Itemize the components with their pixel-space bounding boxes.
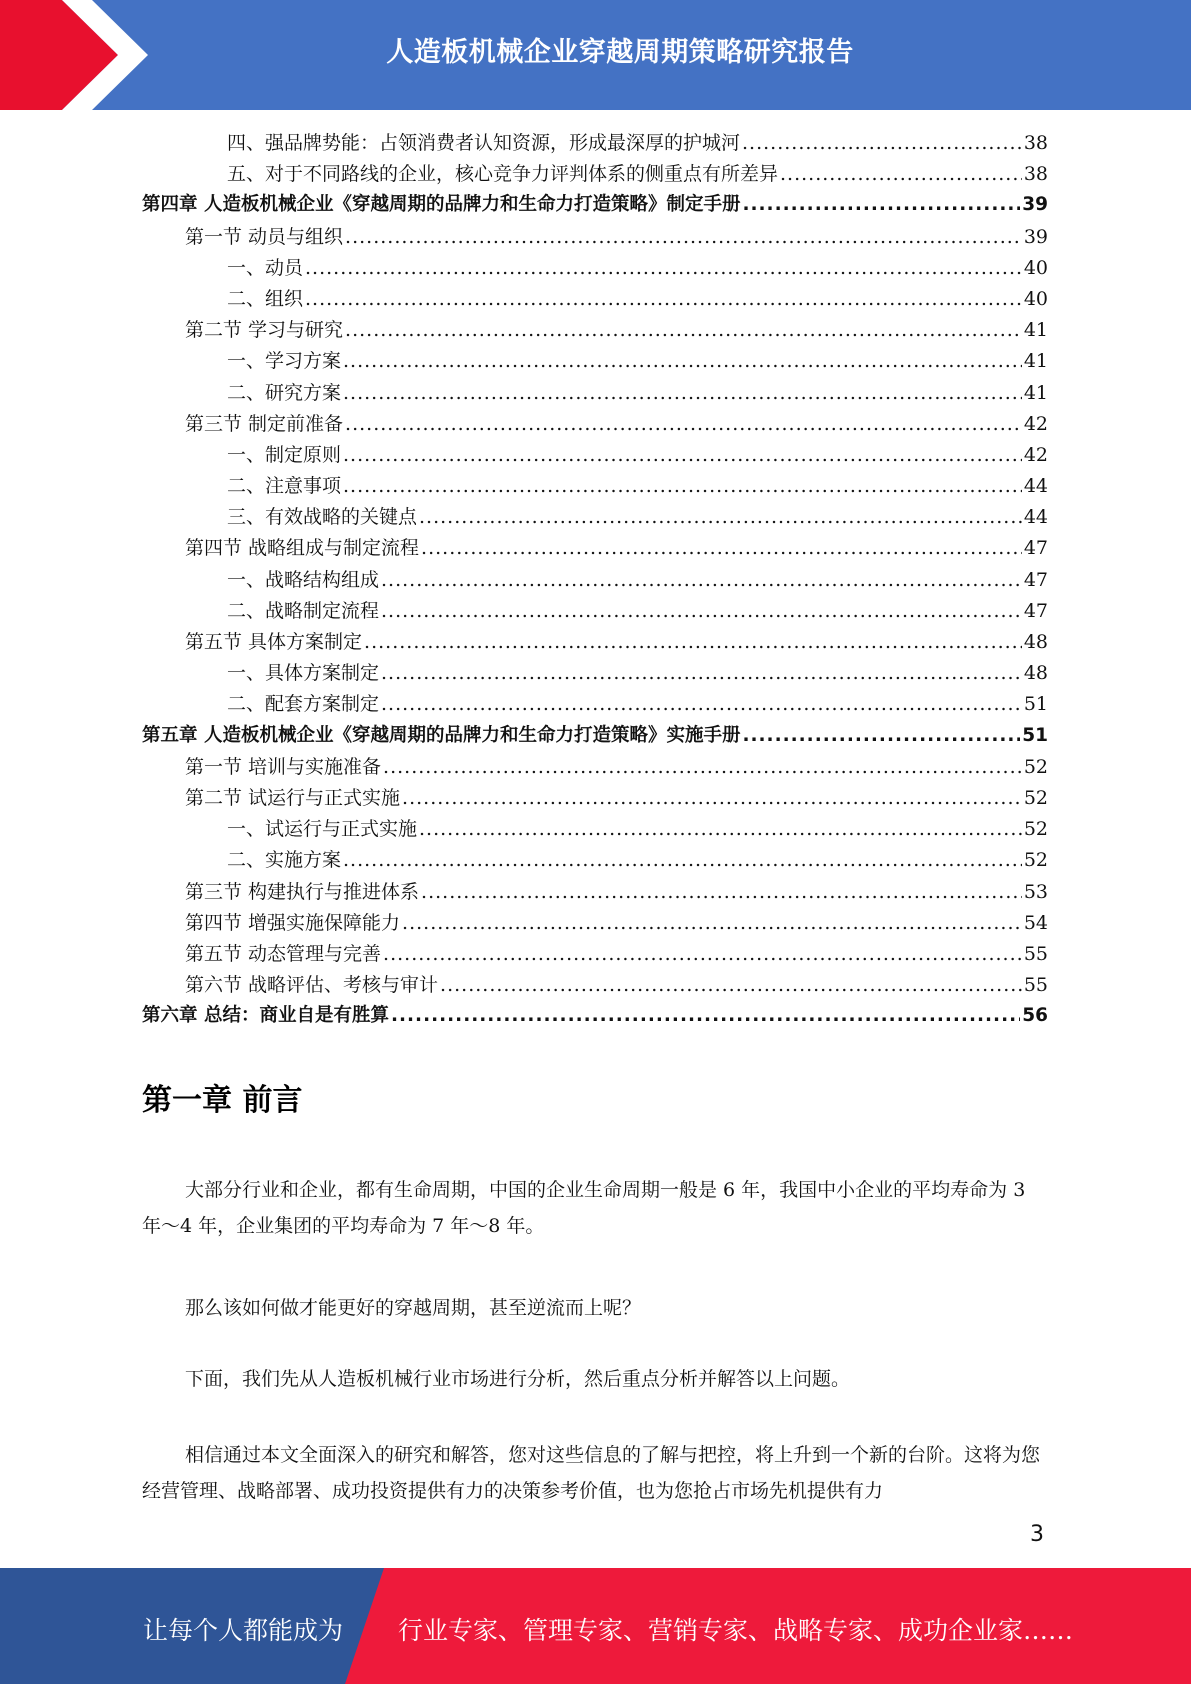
toc-entry-title: 四、强品牌势能：占领消费者认知资源，形成最深厚的护城河 bbox=[227, 132, 741, 154]
toc-leader-dots bbox=[381, 600, 1022, 622]
toc-entry-page: 41 bbox=[1023, 319, 1048, 342]
toc-entry[interactable] bbox=[142, 253, 1048, 284]
toc-leader-dots bbox=[402, 912, 1022, 934]
footer-banner bbox=[0, 1568, 1191, 1684]
toc-entry-page: 44 bbox=[1023, 475, 1048, 498]
toc-entry-title: 一、试运行与正式实施 bbox=[227, 818, 418, 841]
chapter-heading: 第一章 前言 bbox=[142, 1083, 303, 1118]
toc-entry[interactable] bbox=[142, 1001, 1048, 1032]
toc-entry-page: 47 bbox=[1023, 537, 1048, 560]
toc-entry[interactable] bbox=[142, 471, 1048, 502]
toc-entry[interactable] bbox=[142, 346, 1048, 377]
report-title: 人造板机械企业穿越周期策略研究报告 bbox=[386, 37, 854, 68]
toc-leader-dots bbox=[364, 631, 1022, 653]
toc-entry[interactable] bbox=[142, 128, 1048, 159]
toc-entry[interactable] bbox=[142, 502, 1048, 533]
toc-leader-dots bbox=[421, 537, 1022, 559]
table-of-contents bbox=[142, 128, 1048, 1032]
toc-entry-title: 三、有效战略的关键点 bbox=[227, 506, 418, 529]
toc-entry-title: 第四节 战略组成与制定流程 bbox=[185, 537, 420, 560]
toc-entry[interactable] bbox=[142, 409, 1048, 440]
toc-entry[interactable] bbox=[142, 596, 1048, 627]
toc-leader-dots bbox=[343, 382, 1022, 404]
toc-entry-title: 第二节 学习与研究 bbox=[185, 319, 344, 342]
toc-entry-title: 第五节 动态管理与完善 bbox=[185, 942, 382, 965]
toc-entry[interactable] bbox=[142, 440, 1048, 471]
toc-entry-title: 第三节 制定前准备 bbox=[185, 412, 344, 435]
toc-entry-page: 48 bbox=[1023, 631, 1048, 653]
toc-entry-page: 51 bbox=[1023, 693, 1048, 716]
toc-entry-title: 二、实施方案 bbox=[227, 849, 342, 872]
paragraph-1: 大部分行业和企业，都有生命周期，中国的企业生命周期一般是 6 年，我国中小企业的平均寿命为 3 年～4 年，企业集团的平均寿命为 7 年～8 年。 bbox=[142, 1179, 1026, 1237]
toc-leader-dots bbox=[305, 257, 1022, 279]
toc-entry-title: 第四节 增强实施保障能力 bbox=[185, 911, 401, 934]
toc-entry-page: 42 bbox=[1023, 443, 1048, 466]
toc-entry-title: 第五节 具体方案制定 bbox=[185, 631, 363, 653]
toc-leader-dots bbox=[345, 413, 1022, 435]
toc-leader-dots bbox=[305, 288, 1022, 310]
toc-entry[interactable] bbox=[142, 689, 1048, 720]
toc-entry[interactable] bbox=[142, 908, 1048, 939]
toc-entry-title: 一、学习方案 bbox=[227, 350, 342, 373]
header-banner bbox=[0, 0, 1191, 110]
toc-entry-title: 一、动员 bbox=[227, 256, 304, 279]
toc-entry-title: 二、研究方案 bbox=[227, 381, 342, 404]
toc-leader-dots bbox=[742, 725, 1020, 746]
toc-entry-page: 52 bbox=[1023, 818, 1048, 841]
toc-leader-dots bbox=[742, 132, 1022, 154]
toc-entry-page: 39 bbox=[1023, 225, 1048, 248]
toc-entry[interactable] bbox=[142, 658, 1048, 689]
toc-entry-page: 38 bbox=[1023, 132, 1048, 154]
toc-entry-page: 55 bbox=[1023, 942, 1048, 965]
toc-entry-page: 48 bbox=[1023, 662, 1048, 685]
toc-leader-dots bbox=[343, 444, 1022, 466]
toc-entry-title: 一、制定原则 bbox=[227, 443, 342, 466]
toc-entry[interactable] bbox=[142, 565, 1048, 596]
toc-entry-title: 五、对于不同路线的企业，核心竞争力评判体系的侧重点有所差异 bbox=[227, 163, 779, 186]
toc-entry[interactable] bbox=[142, 845, 1048, 876]
toc-leader-dots bbox=[343, 849, 1022, 871]
toc-entry[interactable] bbox=[142, 378, 1048, 409]
toc-leader-dots bbox=[419, 506, 1022, 528]
toc-entry-page: 47 bbox=[1023, 599, 1048, 622]
toc-leader-dots bbox=[381, 693, 1022, 715]
toc-entry[interactable] bbox=[142, 533, 1048, 564]
footer-slogan-left: 让每个人都能成为 bbox=[143, 1616, 344, 1645]
toc-entry[interactable] bbox=[142, 721, 1048, 752]
toc-entry-page: 41 bbox=[1023, 350, 1048, 373]
toc-entry-page: 52 bbox=[1023, 849, 1048, 872]
page-number: 3 bbox=[1030, 1522, 1044, 1547]
toc-leader-dots bbox=[343, 475, 1022, 497]
toc-entry[interactable] bbox=[142, 939, 1048, 970]
toc-entry-title: 第五章 人造板机械企业《穿越周期的品牌力和生命力打造策略》实施手册 bbox=[142, 724, 741, 746]
toc-entry-title: 第四章 人造板机械企业《穿越周期的品牌力和生命力打造策略》制定手册 bbox=[142, 194, 741, 216]
toc-entry[interactable] bbox=[142, 222, 1048, 253]
toc-entry[interactable] bbox=[142, 783, 1048, 814]
toc-entry[interactable] bbox=[142, 190, 1048, 221]
toc-entry-page: 52 bbox=[1023, 786, 1048, 809]
toc-leader-dots bbox=[381, 569, 1022, 591]
toc-leader-dots bbox=[381, 662, 1022, 684]
footer-slogan-right: 行业专家、管理专家、营销专家、战略专家、成功企业家…… bbox=[398, 1616, 1074, 1645]
toc-entry-title: 二、注意事项 bbox=[227, 475, 342, 498]
toc-entry-page: 39 bbox=[1022, 194, 1048, 216]
toc-leader-dots bbox=[383, 943, 1022, 965]
toc-entry-page: 41 bbox=[1023, 381, 1048, 404]
toc-entry-page: 44 bbox=[1023, 506, 1048, 529]
toc-leader-dots bbox=[383, 756, 1022, 778]
toc-leader-dots bbox=[343, 350, 1022, 372]
toc-entry-title: 一、具体方案制定 bbox=[227, 662, 380, 685]
toc-entry-page: 52 bbox=[1023, 755, 1048, 778]
toc-entry[interactable] bbox=[142, 627, 1048, 658]
toc-entry-title: 一、战略结构组成 bbox=[227, 568, 380, 591]
toc-entry-page: 53 bbox=[1023, 880, 1048, 903]
toc-leader-dots bbox=[419, 818, 1022, 840]
toc-entry[interactable] bbox=[142, 814, 1048, 845]
toc-leader-dots bbox=[440, 974, 1022, 996]
paragraph-2: 那么该如何做才能更好的穿越周期，甚至逆流而上呢？ bbox=[185, 1297, 642, 1319]
toc-entry-page: 47 bbox=[1023, 568, 1048, 591]
toc-entry-page: 40 bbox=[1023, 287, 1048, 310]
toc-entry-page: 42 bbox=[1023, 412, 1048, 435]
toc-leader-dots bbox=[345, 319, 1022, 341]
toc-entry-title: 第三节 构建执行与推进体系 bbox=[185, 880, 420, 903]
toc-entry-title: 第六节 战略评估、考核与审计 bbox=[185, 974, 439, 997]
toc-entry-title: 第一节 培训与实施准备 bbox=[185, 755, 382, 778]
toc-leader-dots bbox=[780, 163, 1022, 185]
toc-entry-title: 二、组织 bbox=[227, 287, 304, 310]
paragraph-4: 相信通过本文全面深入的研究和解答，您对这些信息的了解与把控，将上升到一个新的台阶。这将为您经营管理、战略部署、成功投资提供有力的决策参考价值，也为您抢占市场先机提供有力 bbox=[142, 1444, 1041, 1502]
toc-entry-page: 55 bbox=[1023, 974, 1048, 997]
toc-leader-dots bbox=[345, 226, 1022, 248]
toc-leader-dots bbox=[391, 1005, 1020, 1026]
toc-entry[interactable] bbox=[142, 752, 1048, 783]
toc-entry[interactable] bbox=[142, 970, 1048, 1001]
toc-entry-page: 40 bbox=[1023, 256, 1048, 279]
toc-entry-title: 第六章 总结：商业自是有胜算 bbox=[142, 1005, 389, 1027]
toc-entry[interactable] bbox=[142, 315, 1048, 346]
toc-entry-page: 51 bbox=[1022, 724, 1048, 746]
toc-entry[interactable] bbox=[142, 159, 1048, 190]
toc-entry[interactable] bbox=[142, 284, 1048, 315]
toc-entry-page: 38 bbox=[1023, 163, 1048, 186]
toc-entry-title: 二、战略制定流程 bbox=[227, 599, 380, 622]
toc-entry-page: 54 bbox=[1023, 911, 1048, 934]
toc-entry-page: 56 bbox=[1022, 1005, 1048, 1027]
toc-entry-title: 第二节 试运行与正式实施 bbox=[185, 786, 401, 809]
toc-leader-dots bbox=[402, 787, 1022, 809]
toc-leader-dots bbox=[421, 881, 1022, 903]
toc-entry[interactable] bbox=[142, 877, 1048, 908]
toc-entry-title: 第一节 动员与组织 bbox=[185, 225, 344, 248]
paragraph-3: 下面，我们先从人造板机械行业市场进行分析，然后重点分析并解答以上问题。 bbox=[185, 1368, 851, 1390]
toc-entry-title: 二、配套方案制定 bbox=[227, 693, 380, 716]
toc-leader-dots bbox=[742, 194, 1020, 215]
